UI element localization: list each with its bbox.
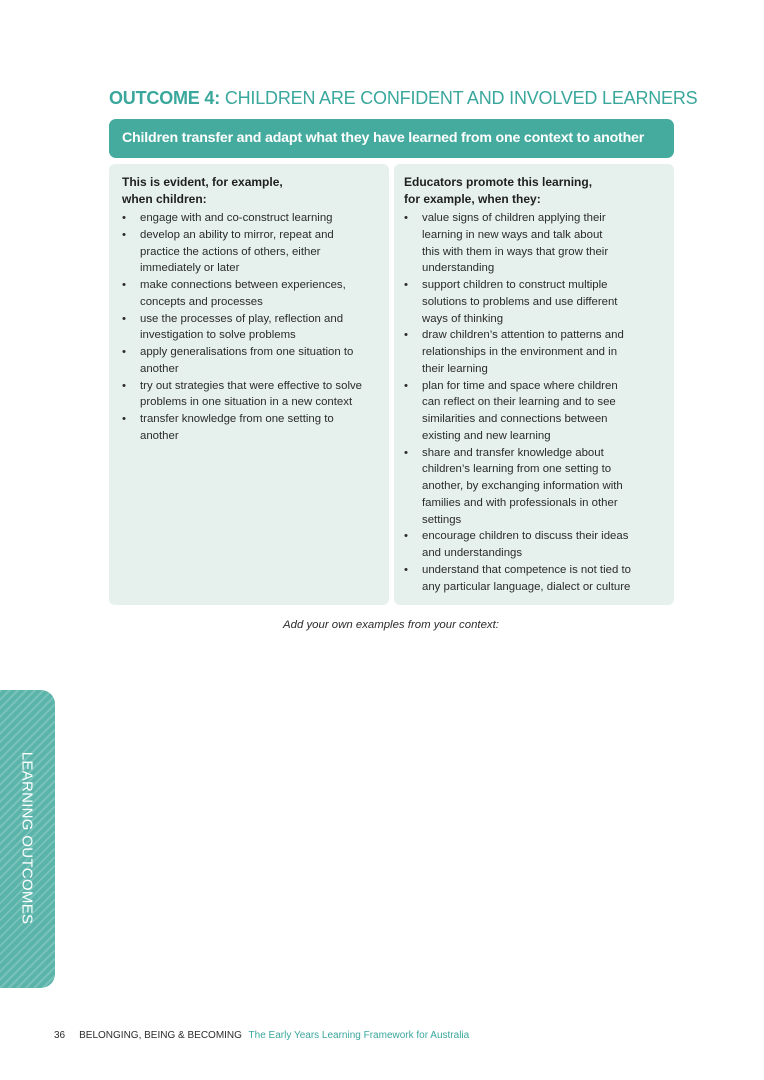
list-item-line: relationships in the environment and in <box>422 346 618 358</box>
list-item-line: practice the actions of others, either <box>140 245 321 258</box>
list-item-line: • value signs of children applying their <box>422 212 606 224</box>
list-item-line: • apply generalisations from one situation to <box>140 346 354 358</box>
list-item <box>404 562 669 596</box>
list-item <box>404 528 669 562</box>
educator-heading <box>404 174 592 208</box>
list-item <box>122 411 384 445</box>
list-item-line: solutions to problems and use different <box>422 295 618 308</box>
list-item-line: • share and transfer knowledge about <box>422 446 604 459</box>
list-item-line: any particular language, dialect or culture <box>422 580 631 593</box>
educator-heading-line: Educators promote this learning, <box>404 175 593 189</box>
evidence-list <box>122 210 384 445</box>
list-item <box>122 210 384 227</box>
own-examples-prompt: Add your own examples from your context: <box>283 619 499 631</box>
list-item <box>404 378 669 445</box>
list-item <box>404 210 669 277</box>
list-item-line: another <box>140 429 179 442</box>
list-item-line: their learning <box>422 362 488 375</box>
list-item-line: ways of thinking <box>422 312 504 325</box>
list-item-line: • engage with and co-construct learning <box>140 212 333 224</box>
list-item-line: children’s learning from one setting to <box>422 463 612 476</box>
list-item-line: and understandings <box>422 547 523 559</box>
list-item-line: existing and new learning <box>422 429 551 442</box>
list-item-line: problems in one situation in a new context <box>140 396 353 409</box>
list-item-line: similarities and connections between <box>422 413 608 425</box>
list-item-line: this with them in ways that grow their <box>422 245 609 258</box>
list-item <box>122 277 384 311</box>
outcome-title: CHILDREN ARE CONFIDENT AND INVOLVED LEARNERS <box>224 88 698 108</box>
list-item-line: another <box>140 362 179 375</box>
footer-subtitle: The Early Years Learning Framework for Australia <box>248 1030 470 1041</box>
list-item-line: can reflect on their learning and to see <box>422 396 616 409</box>
list-item-line: understanding <box>422 262 495 275</box>
page-number: 36 <box>54 1030 66 1041</box>
list-item-line: immediately or later <box>140 262 240 275</box>
list-item-line: concepts and processes <box>140 295 263 308</box>
list-item-line: • transfer knowledge from one setting to <box>140 413 334 425</box>
list-item-line: • develop an ability to mirror, repeat and <box>140 228 334 241</box>
list-item-line: families and with professionals in other <box>422 496 618 509</box>
educator-column <box>394 164 674 605</box>
list-item <box>122 311 384 345</box>
list-item-line: another, by exchanging information with <box>422 480 623 492</box>
outcome-label: OUTCOME 4: <box>109 88 221 108</box>
list-item <box>404 327 669 377</box>
page-title <box>109 86 709 110</box>
educator-heading-line: for example, when they: <box>404 192 541 206</box>
list-item-line: • make connections between experiences, <box>140 279 346 291</box>
list-item-line: • use the processes of play, reflection and <box>140 312 344 325</box>
list-item-line: • plan for time and space where children <box>422 379 618 392</box>
evidence-heading-line: when children: <box>122 192 207 206</box>
list-item-line: • encourage children to discuss their ideas <box>422 530 629 543</box>
list-item <box>122 227 384 277</box>
outcome-banner: Children transfer and adapt what they have learned from one context to another <box>109 119 674 158</box>
page-footer <box>54 1029 469 1043</box>
list-item-line: • understand that competence is not tied to <box>422 563 631 576</box>
list-item <box>404 445 669 529</box>
section-side-tab-label: LEARNING OUTCOMES <box>18 751 36 925</box>
list-item-line: • draw children’s attention to patterns and <box>422 329 624 342</box>
evidence-heading-line: This is evident, for example, <box>122 175 283 189</box>
list-item <box>122 344 384 378</box>
list-item-line: investigation to solve problems <box>140 329 296 342</box>
list-item <box>404 277 669 327</box>
list-item-line: settings <box>422 513 462 526</box>
footer-brand: BELONGING, BEING & BECOMING <box>79 1030 242 1041</box>
educator-list <box>404 210 669 595</box>
evidence-heading <box>122 174 283 208</box>
evidence-column <box>109 164 389 605</box>
list-item-line: learning in new ways and talk about <box>422 228 603 241</box>
list-item-line: • try out strategies that were effective to solve <box>140 379 363 392</box>
list-item-line: • support children to construct multiple <box>422 279 608 291</box>
list-item <box>122 378 384 412</box>
